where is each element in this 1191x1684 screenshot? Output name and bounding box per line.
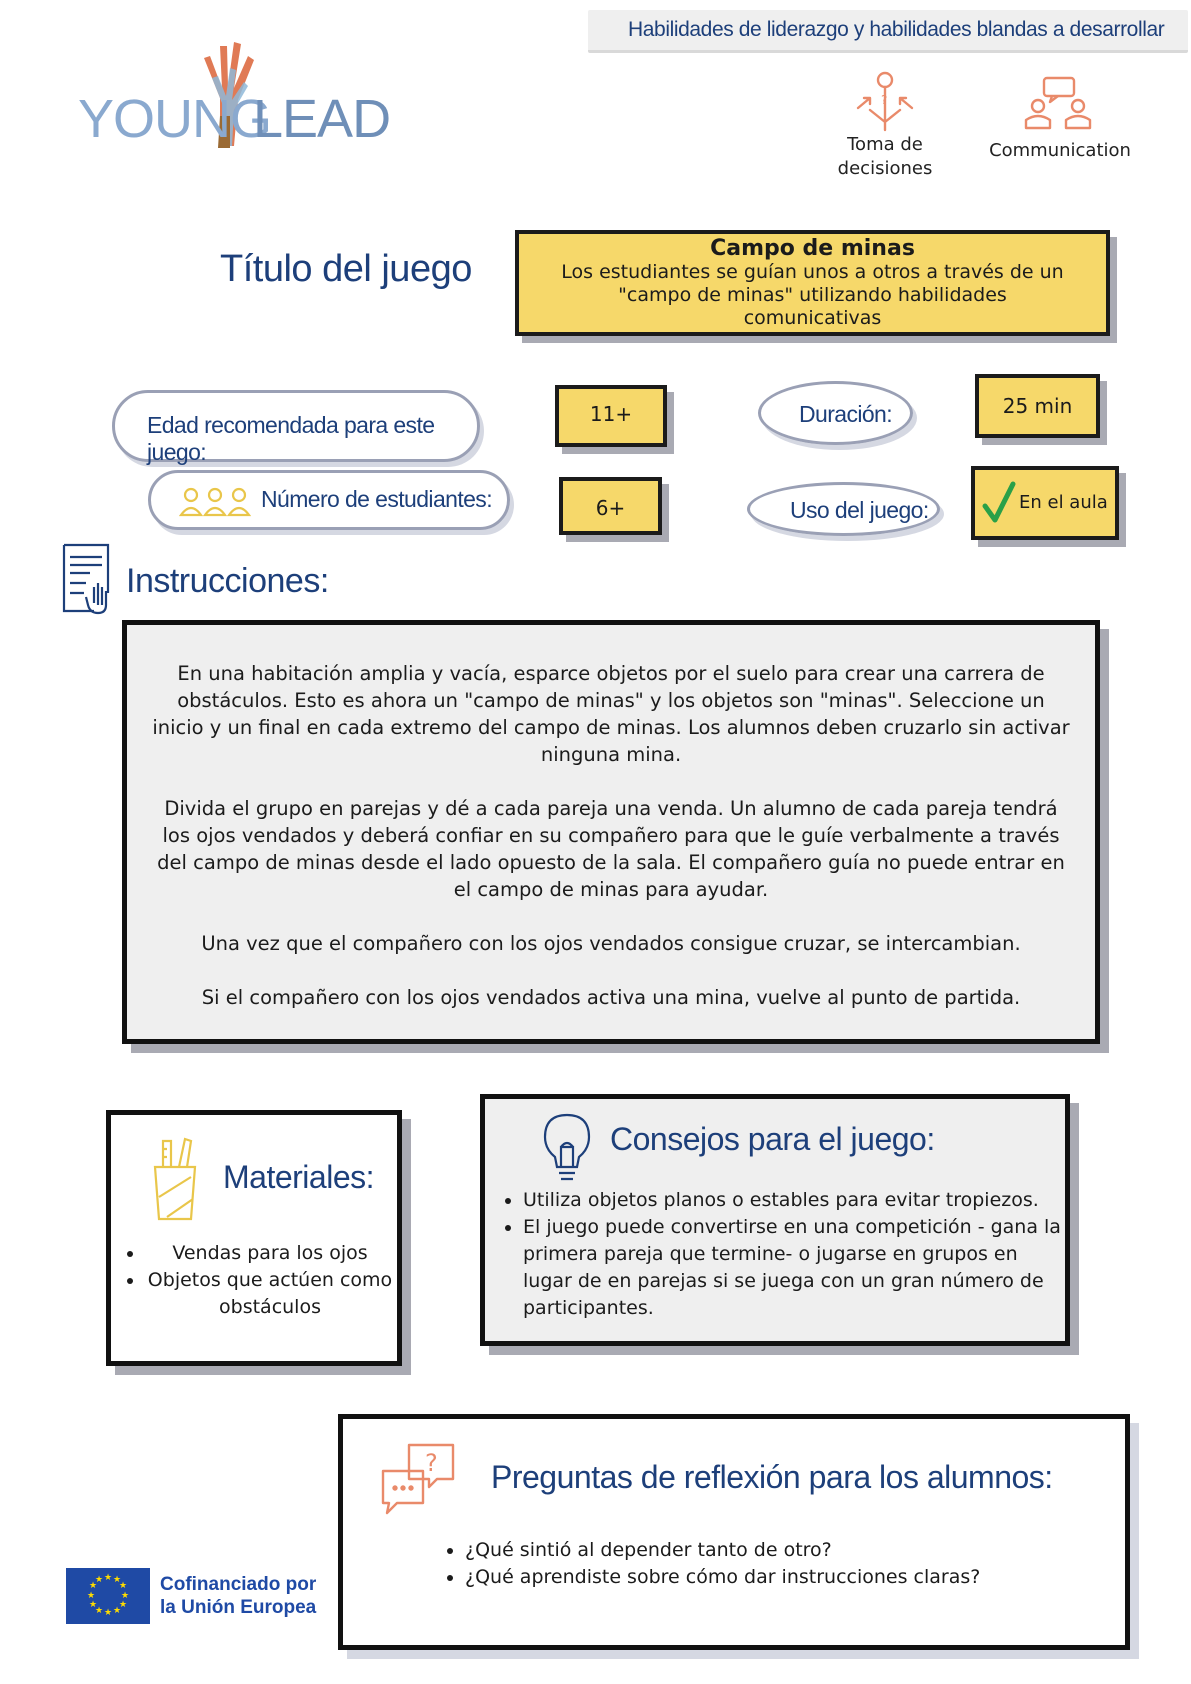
decision-icon xyxy=(850,70,920,132)
duration-label: Duración: xyxy=(799,401,893,427)
instructions-paragraph-4: Si el compañero con los ojos vendados activa una mina, vuelve al punto de partida. xyxy=(201,986,1021,1009)
svg-text:★: ★ xyxy=(86,1591,96,1601)
game-name: Campo de minas xyxy=(710,236,915,261)
chat-question-icon xyxy=(379,1441,459,1517)
svg-text:★: ★ xyxy=(88,1600,98,1610)
instructions-heading: Instrucciones: xyxy=(126,562,329,600)
svg-text:★: ★ xyxy=(94,1606,104,1616)
students-pill xyxy=(148,470,510,530)
checkmark-icon xyxy=(981,480,1017,526)
duration-pill xyxy=(758,381,913,445)
reflection-item: • ¿Qué aprendiste sobre cómo dar instrucciones claras? xyxy=(465,1564,1105,1591)
tips-list xyxy=(499,1187,1063,1322)
svg-text:★: ★ xyxy=(103,1608,113,1618)
tips-heading: Consejos para el juego: xyxy=(610,1121,935,1157)
svg-text:★: ★ xyxy=(88,1581,98,1591)
ruler-pencil-icon xyxy=(149,1137,201,1221)
use-value: En el aula xyxy=(1019,492,1108,513)
use-label: Uso del juego: xyxy=(790,497,929,523)
communication-icon xyxy=(1020,74,1096,134)
materials-item: • Objetos que actúen como obstáculos xyxy=(145,1267,395,1321)
use-pill xyxy=(747,482,940,536)
duration-value: 25 min xyxy=(975,374,1100,438)
logo-lead: LEAD xyxy=(253,89,391,149)
students-icon xyxy=(179,485,251,517)
reflection-heading: Preguntas de reflexión para los alumnos: xyxy=(491,1459,1053,1495)
young-lead-logo xyxy=(78,38,391,158)
tips-item: • Utiliza objetos planos o estables para evitar tropiezos. xyxy=(523,1187,1063,1214)
lightbulb-icon xyxy=(539,1111,595,1183)
svg-text:?: ? xyxy=(881,93,888,107)
skills-title: Habilidades de liderazgo y habilidades blandas a desarrollar xyxy=(628,18,1165,41)
eu-cofunded-text: Cofinanciado por la Unión Europea xyxy=(160,1574,317,1618)
game-description: Los estudiantes se guían unos a otros a través de un "campo de minas" utilizando habilidades comunicativas xyxy=(561,261,1064,329)
age-label: Edad recomendada para este juego: xyxy=(147,412,435,465)
instructions-icon xyxy=(60,543,118,615)
tips-item: • El juego puede convertirse en una competición - gana la primera pareja que termine- o jugarse en grupos en lugar de en parejas si se juega con un gran número de participantes. xyxy=(523,1214,1063,1322)
svg-text:?: ? xyxy=(425,1449,438,1477)
instructions-paragraph-3: Una vez que el compañero con los ojos vendados consigue cruzar, se intercambian. xyxy=(201,932,1021,955)
svg-text:★: ★ xyxy=(112,1606,122,1616)
svg-text:★: ★ xyxy=(94,1575,104,1585)
skill-decision-label: Toma de decisiones xyxy=(837,134,933,179)
game-title-label: Título del juego xyxy=(220,248,472,290)
logo-young: YOUNG xyxy=(78,89,272,149)
students-value: 6+ xyxy=(559,477,662,535)
reflection-item: • ¿Qué sintió al depender tanto de otro? xyxy=(465,1537,1105,1564)
reflection-list xyxy=(441,1537,1105,1591)
reflection-box xyxy=(338,1414,1130,1650)
svg-text:★: ★ xyxy=(112,1575,122,1585)
eu-flag-icon xyxy=(66,1568,150,1624)
tips-box xyxy=(480,1094,1070,1346)
game-title-box xyxy=(515,230,1110,336)
svg-text:★: ★ xyxy=(118,1581,128,1591)
students-label: Número de estudiantes: xyxy=(261,486,492,512)
materials-list xyxy=(121,1240,395,1321)
age-pill xyxy=(112,390,480,465)
svg-text:★: ★ xyxy=(118,1600,128,1610)
svg-text:★: ★ xyxy=(103,1573,113,1583)
age-value: 11+ xyxy=(555,385,667,447)
materials-item: • Vendas para los ojos xyxy=(145,1240,395,1267)
instructions-paragraph-2: Divida el grupo en parejas y dé a cada pareja una venda. Un alumno de cada pareja tendrá los ojos vendados y deberá confiar en su compañero para que le guíe verbalmente a través del campo de minas desde el lado opuesto de la sala. El compañero guía no puede entrar en el campo de minas para ayudar. xyxy=(157,797,1065,901)
instructions-paragraph-1: En una habitación amplia y vacía, esparce objetos por el suelo para crear una carrera de obstáculos. Esto es ahora un "campo de minas" y los objetos son "minas". Seleccione un inicio y un final en cada extremo del campo de minas. Los alumnos deben cruzarlo sin activar ninguna mina. xyxy=(152,662,1070,766)
svg-text:★: ★ xyxy=(120,1591,130,1601)
skill-communication-label: Communication xyxy=(989,140,1131,161)
skills-banner xyxy=(588,10,1188,53)
instructions-box xyxy=(122,620,1100,1044)
materials-box xyxy=(106,1110,402,1366)
materials-heading: Materiales: xyxy=(223,1159,374,1195)
use-value-box xyxy=(971,466,1119,540)
